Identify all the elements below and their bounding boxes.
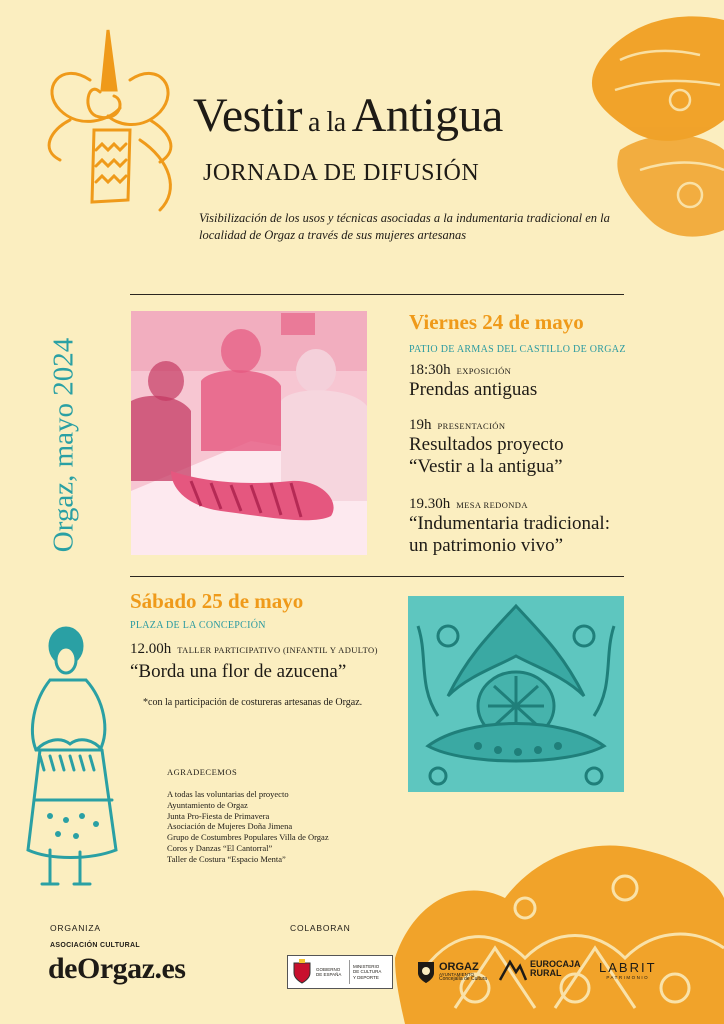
title-connector: a la [307,107,346,138]
saturday-note: *con la participación de costureras artesanas de Orgaz. [143,697,363,708]
mountain-icon [498,956,528,982]
colaboran-label: COLABORAN [290,923,351,933]
event-title: “Borda una flor de azucena” [130,661,347,682]
thanks-item: Asociación de Mujeres Doña Jimena [167,821,293,832]
organiza-label: ORGANIZA [50,923,101,933]
event-title-line2: un patrimonio vivo” [409,534,564,556]
event-4 [130,641,378,683]
event-title-line1: Resultados proyecto [409,434,564,455]
labrit-sub: PATRIMONIO [606,975,650,980]
eurocaja-logo [498,952,581,986]
event-kind: EXPOSICIÓN [456,366,512,376]
event-time: 19h [409,417,432,433]
saturday-venue: PLAZA DE LA CONCEPCIÓN [130,620,266,631]
embroidery-photo [408,596,624,792]
labrit-name: LABRIT [599,960,657,975]
event-2 [409,417,564,478]
association-label: ASOCIACIÓN CULTURAL [50,942,140,949]
side-date-text: Orgaz, mayo 2024 [47,337,80,553]
ministry-right-line: DE CULTURA [353,969,382,975]
thanks-item: Junta Pro-Fiesta de Primavera [167,810,270,821]
ministry-right-line: Y DEPORTE [353,974,379,980]
friday-venue: PATIO DE ARMAS DEL CASTILLO DE ORGAZ [409,344,626,355]
artisans-photo [131,311,367,555]
candle-illustration [30,20,190,220]
event-kind: TALLER PARTICIPATIVO (INFANTIL Y ADULTO) [177,645,378,655]
event-time: 12.00h [130,641,172,657]
ministry-left-line: DE ESPAÑA [316,972,342,977]
event-title: Prendas antiguas [409,379,538,400]
thanks-item: Ayuntamiento de Orgaz [167,799,248,810]
thanks-item: A todas las voluntarias del proyecto [167,789,289,799]
event-time: 19.30h [409,496,451,512]
thanks-item: Coros y Danzas “El Cantorral” [167,842,273,853]
orgaz-shield-icon [416,959,436,985]
saturday-heading: Sábado 25 de mayo [130,589,304,613]
friday-heading: Viernes 24 de mayo [409,310,584,334]
woman-illustration [20,620,140,895]
event-kind: PRESENTACIÓN [437,421,506,431]
divider-middle [130,576,624,577]
eurocaja-line1: EUROCAJA [530,958,581,969]
title-part2: Antigua [351,89,503,142]
eurocaja-line2: RURAL [530,968,562,978]
event-1 [409,362,537,401]
divider-top [130,294,624,295]
title-part1: Vestir [193,89,302,142]
event-kind: MESA REDONDA [456,500,528,510]
thanks-section [167,767,329,864]
event-title-line2: “Vestir a la antigua” [409,455,563,477]
ministry-logo [287,955,393,989]
brand-logo: deOrgaz.es [48,952,186,985]
orgaz-logo [416,955,487,989]
labrit-logo [599,961,657,981]
coat-of-arms-icon [291,959,313,985]
lace-decoration-bottom [395,838,724,1024]
event-title-line1: “Indumentaria tradicional: [409,513,610,534]
thanks-item: Taller de Costura “Espacio Menta” [167,853,286,864]
event-time: 18:30h [409,362,451,378]
orgaz-name: ORGAZ [439,960,479,973]
ministry-right-line: MINISTERIO [353,963,380,969]
orgaz-sub1: AYUNTAMIENTO [439,971,475,977]
main-title [193,89,503,142]
ministry-left-line: GOBIERNO [316,966,341,972]
thanks-heading: AGRADECEMOS [167,767,238,777]
subtitle: JORNADA DE DIFUSIÓN [203,160,480,186]
orgaz-sub2: Concejalía de Cultura [439,976,488,983]
event-3 [409,496,610,557]
thanks-item: Grupo de Costumbres Populares Villa de Orgaz [167,832,329,843]
intro-text: Visibilización de los usos y técnicas asociadas a la indumentaria tradicional en la localidad de Orgaz a través de sus mujeres artesanas [199,211,610,242]
